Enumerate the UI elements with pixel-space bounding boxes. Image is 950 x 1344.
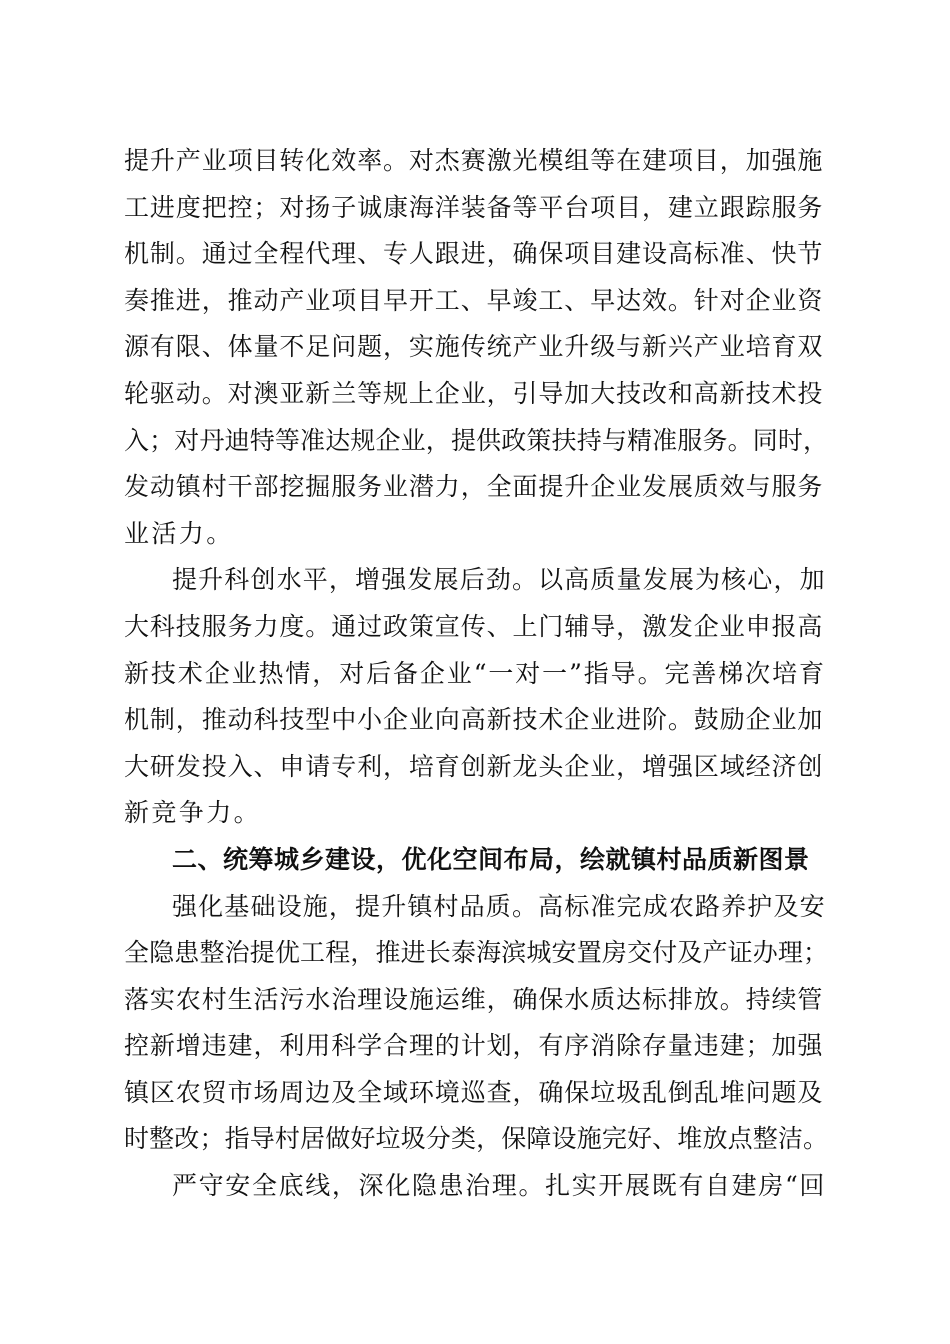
body-text-line: 大研发投入、申请专利，培育创新龙头企业，增强区域经济创 — [124, 751, 824, 781]
body-text-line: 新技术企业热情，对后备企业“一对一”指导。完善梯次培育 — [124, 658, 826, 688]
paragraph-first-line: 严守安全底线，深化隐患治理。扎实开展既有自建房“回 — [172, 1171, 827, 1201]
body-text-line: 源有限、体量不足问题，实施传统产业升级与新兴产业培育双 — [124, 332, 824, 362]
body-text-line: 入；对丹迪特等准达规企业，提供政策扶持与精准服务。同时， — [124, 425, 829, 455]
body-text-line: 机制。通过全程代理、专人跟进，确保项目建设高标准、快节 — [124, 239, 824, 269]
body-text-line: 工进度把控；对扬子诚康海洋装备等平台项目，建立跟踪服务 — [124, 192, 824, 222]
body-text-line: 轮驱动。对澳亚新兰等规上企业，引导加大技改和高新技术投 — [124, 378, 824, 408]
body-text-line: 落实农村生活污水治理设施运维，确保水质达标排放。持续管 — [124, 984, 824, 1014]
body-text-line: 奏推进，推动产业项目早开工、早竣工、早达效。针对企业资 — [124, 285, 824, 315]
body-text-line: 控新增违建，利用科学合理的计划，有序消除存量违建；加强 — [124, 1031, 824, 1061]
paragraph-first-line: 提升科创水平，增强发展后劲。以高质量发展为核心，加 — [172, 565, 826, 595]
section-heading: 二、统筹城乡建设，优化空间布局，绘就镇村品质新图景 — [172, 844, 810, 874]
body-text-line: 新竞争力。 — [124, 798, 262, 828]
body-text-line: 镇区农贸市场周边及全域环境巡查，确保垃圾乱倒乱堆问题及 — [124, 1077, 824, 1107]
body-text-line: 发动镇村干部挖掘服务业潜力，全面提升企业发展质效与服务 — [124, 472, 824, 502]
body-text-line: 机制，推动科技型中小企业向高新技术企业进阶。鼓励企业加 — [124, 705, 824, 735]
body-text-line: 提升产业项目转化效率。对杰赛激光模组等在建项目，加强施 — [124, 146, 824, 175]
body-text-line: 全隐患整治提优工程，推进长泰海滨城安置房交付及产证办理； — [124, 938, 829, 968]
document-body — [124, 138, 829, 1210]
body-text-line: 时整改；指导村居做好垃圾分类，保障设施完好、堆放点整洁。 — [124, 1124, 829, 1154]
body-text-line: 大科技服务力度。通过政策宣传、上门辅导，激发企业申报高 — [124, 611, 824, 641]
body-text-line: 业活力。 — [124, 518, 234, 548]
paragraph-first-line: 强化基础设施，提升镇村品质。高标准完成农路养护及安 — [172, 891, 826, 921]
